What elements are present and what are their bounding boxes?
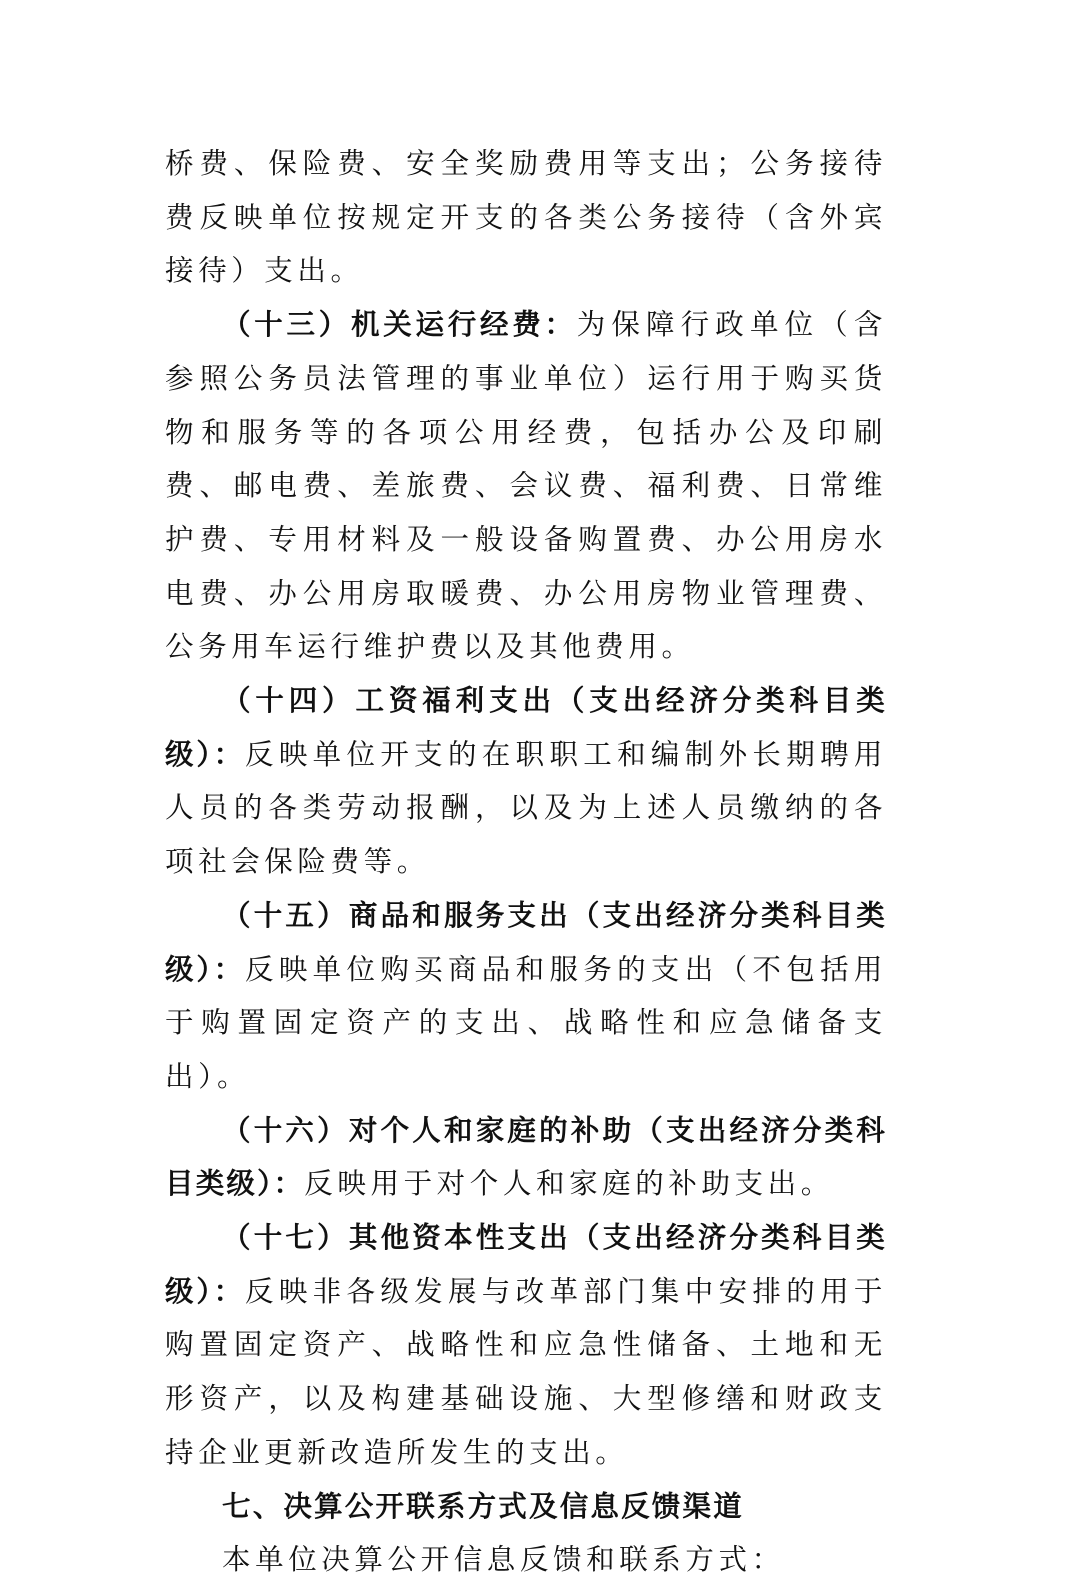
section-7-heading: 七、决算公开联系方式及信息反馈渠道 [222, 1489, 744, 1523]
item-14-body: 反映单位开支的在职职工和编制外长期聘用人员的各类劳动报酬，以及为上述人员缴纳的各项社会保险费等。 [165, 737, 887, 879]
document-body [165, 137, 887, 1587]
item-15-lead: （十五）商品和服务支出（支出经济分类科目类级）： [165, 898, 887, 986]
item-14-lead: （十四）工资福利支出（支出经济分类科目类级）： [165, 684, 887, 771]
paragraph-intro-text: 桥费、保险费、安全奖励费用等支出；公务接待费反映单位按规定开支的各类公务接待（含外宾接待）支出。 [165, 147, 887, 288]
item-17-lead: （十七）其他资本性支出（支出经济分类科目类级）： [165, 1221, 887, 1308]
item-16-body: 反映用于对个人和家庭的补助支出。 [304, 1167, 834, 1201]
paragraph-intro [165, 137, 887, 298]
item-13-lead: （十三）机关运行经费： [222, 308, 577, 342]
item-17-body: 反映非各级发展与改革部门集中安排的用于购置固定资产、战略性和应急性储备、土地和无形资产，以及构建基础设施、大型修缮和财政支持企业更新改造所发生的支出。 [165, 1274, 887, 1469]
item-15 [165, 889, 887, 1104]
item-15-body: 反映单位购买商品和服务的支出（不包括用于购置固定资产的支出、战略性和应急储备支出）。 [165, 952, 887, 1093]
item-16-lead: （十六）对个人和家庭的补助（支出经济分类科目类级）： [165, 1113, 887, 1201]
item-13-body: 为保障行政单位（含参照公务员法管理的事业单位）运行用于购买货物和服务等的各项公用经费，包括办公及印刷费、邮电费、差旅费、会议费、福利费、日常维护费、专用材料及一般设备购置费、办公用房水电费、办公用房取暖费、办公用房物业管理费、公务用车运行维护费以及其他费用。 [165, 308, 887, 664]
item-16 [165, 1104, 887, 1211]
item-14 [165, 674, 887, 889]
section-7-body: 本单位决算公开信息反馈和联系方式： [222, 1543, 785, 1577]
item-17 [165, 1211, 887, 1480]
item-13 [165, 298, 887, 674]
